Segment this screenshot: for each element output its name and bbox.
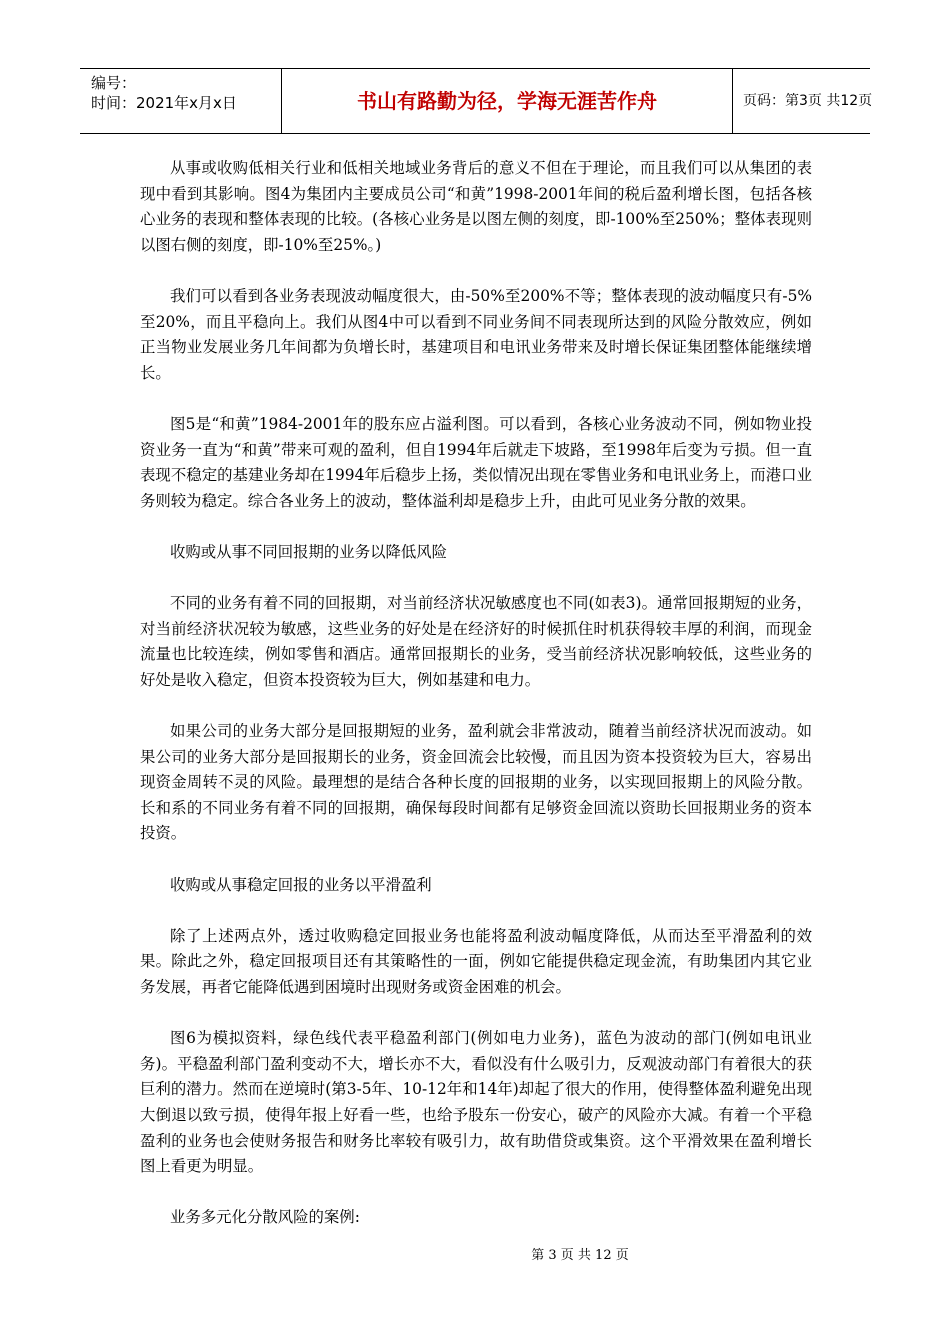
paragraph: 从事或收购低相关行业和低相关地域业务背后的意义不但在于理论，而且我们可以从集团的表现中看到其影响。图4为集团内主要成员公司“和黄”1998-2001年间的税后盈利增长图，包括各核心业务的表现和整体表现的比较。(各核心业务是以图左侧的刻度，即-100%至250%；整体表现则以图右侧的刻度，即-10%至25%。) (140, 159, 812, 254)
header-motto: 书山有路勤为径，学海无涯苦作舟 (282, 69, 733, 133)
paragraph: 图6为模拟资料，绿色线代表平稳盈利部门(例如电力业务)，蓝色为波动的部门(例如电讯业务)。平稳盈利部门盈利变动不大，增长亦不大，看似没有什么吸引力，反观波动部门有着很大的获巨利的潜力。然而在逆境时(第3-5年、10-12年和14年)却起了很大的作用，使得整体盈利避免出现大倒退以致亏损，使得年报上好看一些，也给予股东一份安心，破产的风险亦大减。有着一个平稳盈利的业务也会使财务报告和财务比率较有吸引力，故有助借贷或集资。这个平滑效果在盈利增长图上看更为明显。 (140, 1029, 812, 1176)
header-meta-cell (80, 69, 282, 133)
page-footer: 第 3 页 共 12 页 (531, 1248, 629, 1263)
paragraph: 我们可以看到各业务表现波动幅度很大，由-50%至200%不等；整体表现的波动幅度只有-5%至20%，而且平稳向上。我们从图4中可以看到不同业务间不同表现所达到的风险分散效应，例如正当物业发展业务几年间都为负增长时，基建项目和电讯业务带来及时增长保证集团整体能继续增长。 (140, 286, 812, 382)
page-header (80, 68, 873, 134)
paragraph: 除了上述两点外，透过收购稳定回报业务也能将盈利波动幅度降低，从而达至平滑盈利的效果。除此之外，稳定回报项目还有其策略性的一面，例如它能提供稳定现金流，有助集团内其它业务发展，再者它能降低遇到困境时出现财务或资金困难的机会。 (140, 926, 812, 996)
paragraph: 不同的业务有着不同的回报期，对当前经济状况敏感度也不同(如表3)。通常回报期短的业务，对当前经济状况较为敏感，这些业务的好处是在经济好的时候抓住时机获得较丰厚的利润，而现金流量也比较连续，例如零售和酒店。通常回报期长的业务，受当前经济状况影响较低，这些业务的好处是收入稳定，但资本投资较为巨大，例如基建和电力。 (140, 594, 812, 689)
document-body (140, 156, 812, 1257)
section-heading: 收购或从事稳定回报的业务以平滑盈利 (170, 875, 432, 894)
paragraph: 图5是“和黄”1984-2001年的股东应占溢利图。可以看到，各核心业务波动不同，例如物业投资业务一直为“和黄”带来可观的盈利，但自1994年后就走下坡路，至1998年后变为亏损。但一直表现不稳定的基建业务却在1994年后稳步上扬，类似情况出现在零售业务和电讯业务上，而港口业务则较为稳定。综合各业务上的波动，整体溢利却是稳步上升，由此可见业务分散的效果。 (140, 414, 812, 510)
section-heading: 收购或从事不同回报期的业务以降低风险 (170, 542, 448, 561)
paragraph: 如果公司的业务大部分是回报期短的业务，盈利就会非常波动，随着当前经济状况而波动。如果公司的业务大部分是回报期长的业务，资金回流会比较慢，而且因为资本投资较为巨大，容易出现资金周转不灵的风险。最理想的是结合各种长度的回报期的业务，以实现回报期上的风险分散。长和系的不同业务有着不同的回报期，确保每段时间都有足够资金回流以资助长回报期业务的资本投资。 (140, 722, 812, 843)
header-page-number: 页码：第3页 共12页 (743, 93, 873, 109)
section-heading: 业务多元化分散风险的案例: (170, 1208, 360, 1227)
document-number-label: 编号： (91, 74, 137, 92)
document-time-label: 时间：2021年x月x日 (91, 94, 237, 112)
